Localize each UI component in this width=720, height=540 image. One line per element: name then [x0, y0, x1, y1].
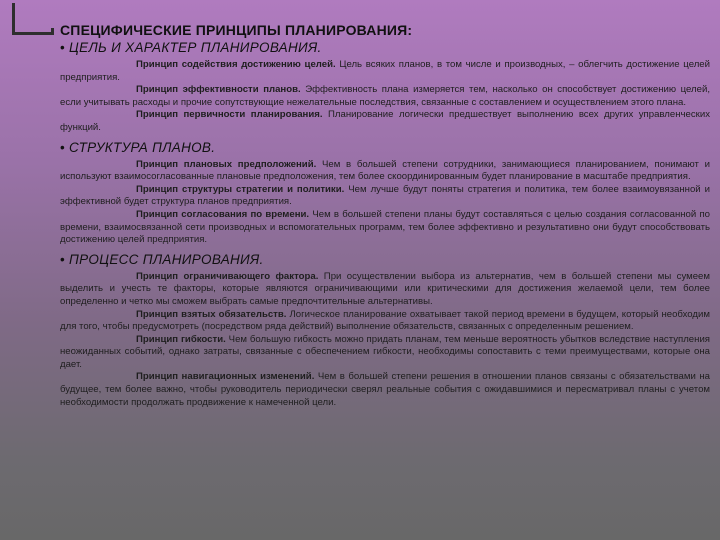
principle-name: Принцип навигационных изменений.	[136, 371, 315, 383]
section-heading-structure	[60, 140, 710, 155]
principle-paragraph	[60, 159, 710, 184]
slide-title: СПЕЦИФИЧЕСКИЕ ПРИНЦИПЫ ПЛАНИРОВАНИЯ:	[60, 22, 413, 38]
principle-paragraph	[60, 184, 710, 209]
principle-paragraph	[60, 309, 710, 334]
principle-text: При осуществлении выбора из альтернатив, чем в большей степени мы сумеем выделить и учесть те факторы, которые являются ограничивающими или критическими для достижения желаемой цели, тем более определенно и четко мы сможем выбрать самые предпочтительные альтернативы.	[60, 270, 710, 307]
principle-name: Принцип плановых предположений.	[136, 158, 317, 170]
principle-text: Чем в большей степени планы будут составляться с целью создания согласованной по времени, взаимосвязанной сети производных и вспомогательных программ, тем более эффективно и результативно они будут способствовать достижению целей предприятия.	[60, 208, 710, 246]
principle-name: Принцип структуры стратегии и политики.	[136, 183, 345, 195]
bullet-icon: •	[60, 139, 66, 155]
principle-name: Принцип взятых обязательств.	[136, 308, 287, 320]
principle-paragraph	[60, 371, 710, 409]
corner-bracket-vertical	[12, 3, 15, 35]
bullet-icon: •	[60, 40, 66, 55]
principle-paragraph	[60, 209, 710, 247]
principle-name: Принцип согласования по времени.	[136, 208, 310, 220]
section-title: СТРУКТУРА ПЛАНОВ.	[69, 139, 216, 155]
principle-name: Принцип первичности планирования.	[136, 109, 323, 121]
section-title: ПРОЦЕСС ПЛАНИРОВАНИЯ.	[69, 251, 264, 267]
principle-name: Принцип гибкости.	[136, 333, 226, 345]
section-title: ЦЕЛЬ И ХАРАКТЕР ПЛАНИРОВАНИЯ.	[69, 40, 322, 55]
principle-text: Чем в большей степени решения в отношении планов связаны с обязательствами на будущее, тем более важно, чтобы руководитель периодически сверял реальные события с ожидавшимися и пересматривал планы с учетом необходимости продолжать продвижение к намеченной цели.	[60, 371, 710, 408]
principle-paragraph	[60, 109, 710, 134]
principle-paragraph	[60, 271, 710, 309]
principle-text: Чем лучше будут поняты стратегия и политика, тем более взаимоувязанной и эффективной будет структура планов предприятия.	[60, 183, 710, 208]
principle-text: Чем большую гибкость можно придать планам, тем меньше вероятность убытков вследствие наступления неожиданных событий, однако затраты, связанные с обеспечением гибкости, необходимы сопоставить с теми преимуществами, которые она дает.	[60, 333, 710, 370]
principle-name: Принцип эффективности планов.	[136, 84, 301, 96]
principle-text: Эффективность плана измеряется тем, насколько он способствует достижению целей, если учитывать расходы и прочие сопутствующие нежелательные последствия, связанные с составлением и осуществлением этого плана.	[60, 84, 710, 108]
bullet-icon: •	[60, 251, 66, 267]
principle-name: Принцип содействия достижению целей.	[136, 59, 336, 70]
principle-text: Логическое планирование охватывает такой период времени в будущем, который необходим для того, чтобы предусмотреть (посредством ряда действий) выполнение обязательств, связанных с определенным решением.	[60, 308, 710, 333]
principle-text: Планирование логически предшествует выполнению всех других управленческих функций.	[60, 109, 711, 133]
slide-content	[60, 40, 710, 409]
section-heading-goal	[60, 40, 710, 55]
section-heading-process	[60, 252, 710, 267]
corner-bracket-horizontal	[12, 32, 54, 35]
principle-paragraph	[60, 334, 710, 372]
principle-paragraph	[60, 59, 710, 84]
principle-paragraph	[60, 84, 710, 109]
principle-text: Цель всяких планов, в том числе и производных, – облегчить достижение целей предприятия.	[60, 59, 710, 83]
principle-name: Принцип ограничивающего фактора.	[136, 270, 319, 282]
corner-bracket-tick	[51, 28, 54, 35]
principle-text: Чем в большей степени сотрудники, занимающиеся планированием, понимают и используют взаимосогласованные плановые предположения, тем более скоординированным будет планирование в масштабе предприятия.	[60, 158, 711, 183]
